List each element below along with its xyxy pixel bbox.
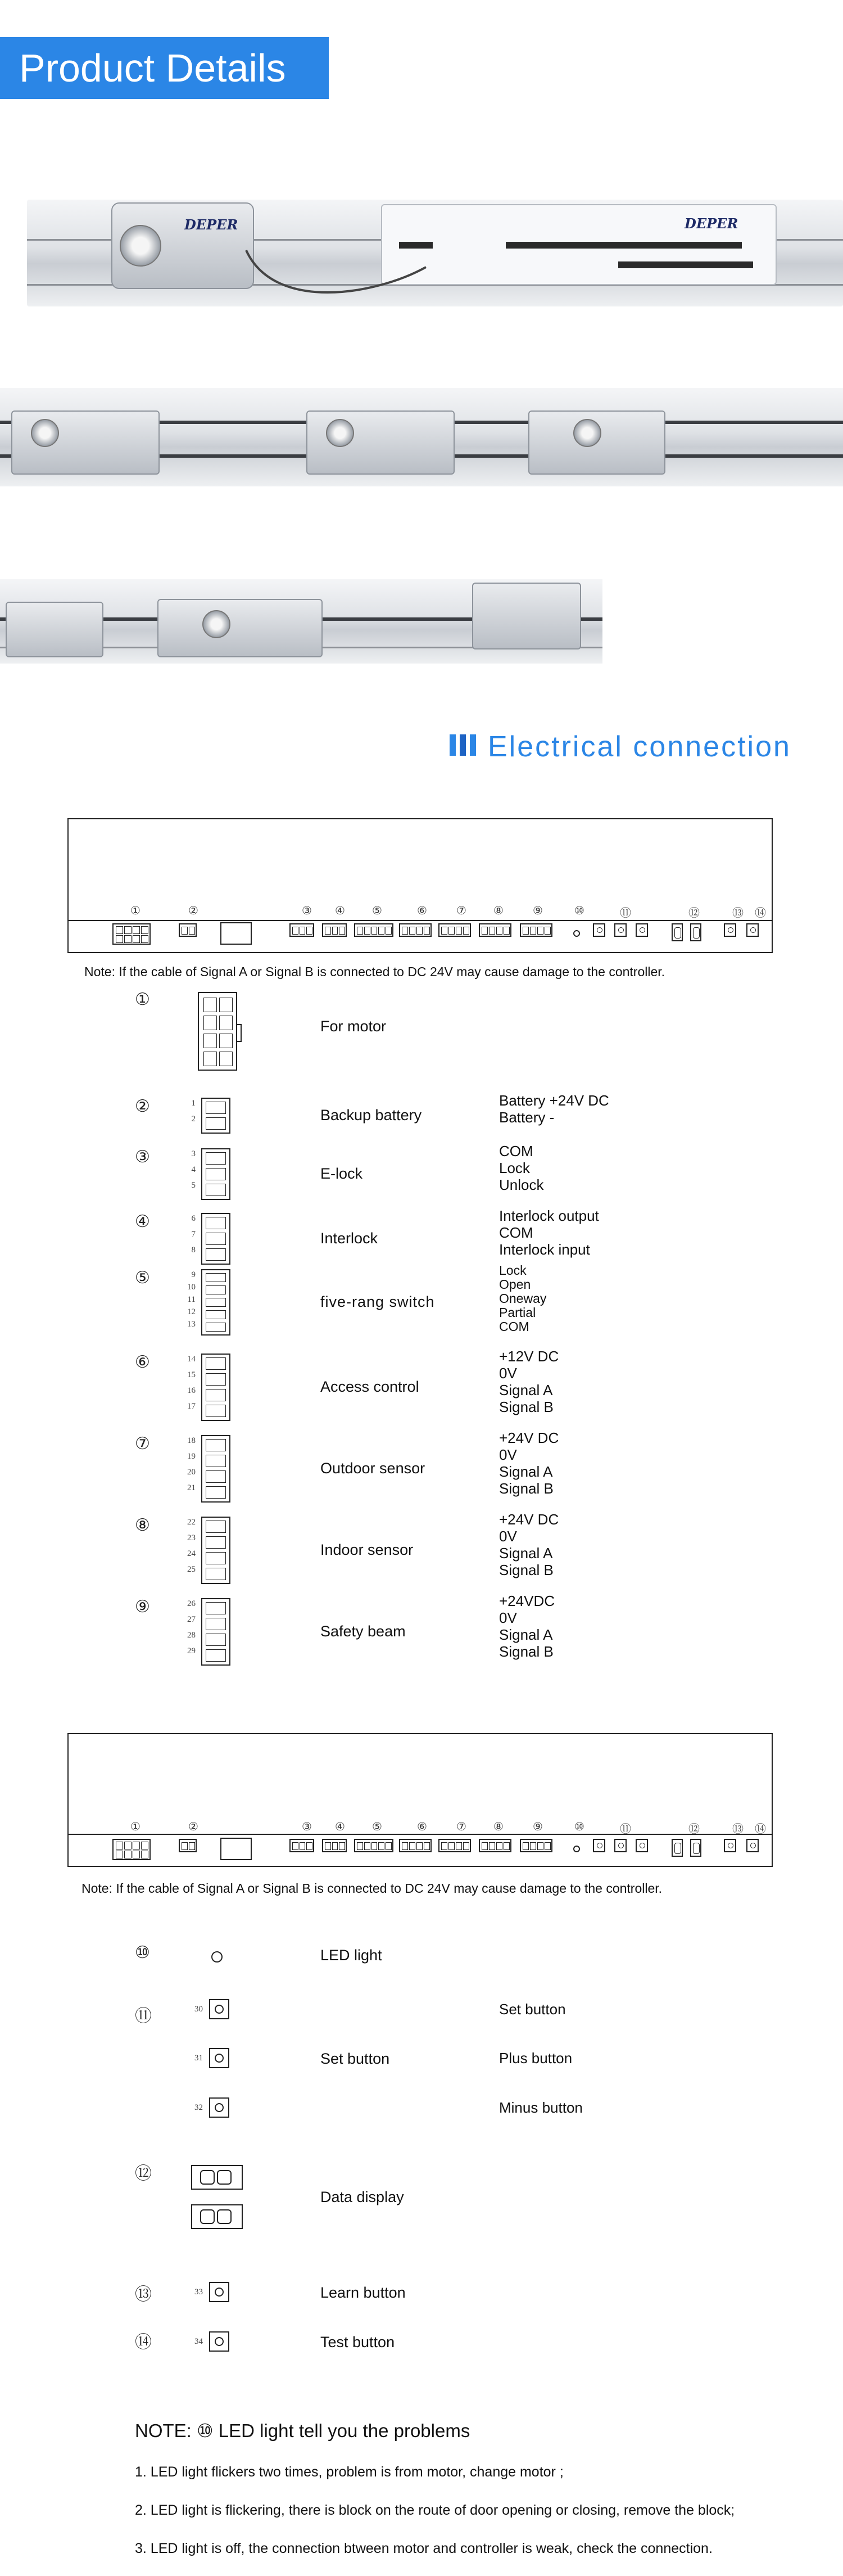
pin-number: 24 — [187, 1549, 196, 1558]
board-terminal — [179, 1839, 197, 1852]
board-terminal — [438, 1839, 471, 1852]
board-connector-number: ⑫ — [688, 907, 700, 919]
board-terminal — [690, 1839, 701, 1857]
connector-pin-descriptions — [499, 1264, 546, 1334]
connector-number: ② — [135, 1097, 150, 1116]
connector-pin-descriptions — [499, 1592, 555, 1660]
board-connector-number: ⑤ — [372, 1821, 382, 1833]
led-light-icon — [211, 1951, 223, 1963]
pin-number: 33 — [194, 2288, 203, 2297]
pin-description: Interlock output — [499, 1207, 599, 1224]
board-connector-number: ⑬ — [732, 1823, 744, 1835]
connector-label: Outdoor sensor — [320, 1460, 425, 1477]
pin-number: 15 — [187, 1370, 196, 1379]
board-connector-number: ③ — [302, 905, 312, 917]
pin-description: +24V DC — [499, 1429, 559, 1446]
board-connector-number: ② — [188, 905, 198, 917]
item-label: Data display — [320, 2189, 404, 2205]
board-connector-number: ⑦ — [456, 1821, 466, 1833]
pin-description: +24VDC — [499, 1592, 555, 1609]
pin-number: 21 — [187, 1483, 196, 1492]
connector-number: ⑥ — [135, 1353, 150, 1372]
connector-pin-descriptions — [499, 1429, 559, 1497]
connector-label: Safety beam — [320, 1623, 406, 1640]
board-connector-number: ⑧ — [493, 1821, 504, 1833]
board-connector-number: ④ — [335, 1821, 345, 1833]
motor-connector-icon — [198, 992, 237, 1071]
brand-logo: DEPER — [685, 215, 738, 232]
end-stopper — [472, 583, 581, 649]
item-number: ⑭ — [135, 2333, 152, 2352]
pin-number: 12 — [187, 1307, 196, 1316]
pin-number: 19 — [187, 1452, 196, 1461]
roller-wheel-icon — [202, 610, 230, 638]
board-connector-number: ④ — [335, 905, 345, 917]
pin-description: Interlock input — [499, 1241, 590, 1258]
button-desc: Minus button — [499, 2099, 583, 2116]
connector-label: Backup battery — [320, 1107, 422, 1124]
product-photo-carriages — [0, 388, 843, 486]
pin-number: 30 — [194, 2005, 203, 2014]
led-note-title: NOTE: ⑩ LED light tell you the problems — [135, 2420, 470, 2441]
board-terminal — [636, 1839, 648, 1852]
product-photo-motor-controller — [27, 200, 843, 306]
connector-number: ⑤ — [135, 1269, 150, 1287]
board-terminal — [636, 923, 648, 937]
board-connector-number: ⑪ — [620, 1823, 631, 1835]
board-terminal — [289, 1839, 314, 1852]
connector-pin-descriptions — [499, 1143, 543, 1193]
pin-number: 16 — [187, 1386, 196, 1395]
board-terminal — [479, 1839, 511, 1852]
terminal-connector-icon — [201, 1354, 230, 1421]
item-number: ⑫ — [135, 2164, 152, 2183]
board-connector-number: ⑭ — [755, 1823, 766, 1835]
pin-description: 0V — [499, 1446, 517, 1463]
board-terminal — [672, 1839, 683, 1857]
pin-description: Lock — [499, 1263, 527, 1278]
board-terminal — [724, 923, 736, 937]
board-connector-number: ① — [130, 1821, 140, 1833]
page-title-banner — [0, 37, 329, 99]
board-connector-number: ② — [188, 1821, 198, 1833]
pin-description: 0V — [499, 1609, 517, 1626]
pin-number: 9 — [191, 1270, 196, 1279]
board-connector-number: ⑥ — [417, 905, 427, 917]
board-terminal — [573, 1846, 580, 1852]
item-label: LED light — [320, 1947, 382, 1964]
item-label: Set button — [320, 2050, 390, 2067]
pin-description: COM — [499, 1319, 529, 1334]
pin-description: Signal B — [499, 1398, 554, 1415]
board-terminal — [746, 923, 759, 937]
board-connector-number: ⑬ — [732, 907, 744, 919]
board-connector-number: ⑩ — [574, 905, 584, 917]
pin-number: 11 — [187, 1295, 196, 1304]
roller-wheel-icon — [326, 419, 354, 447]
board-terminal — [690, 923, 701, 941]
pin-number: 10 — [187, 1283, 196, 1292]
pin-description: Lock — [499, 1160, 530, 1176]
connector-label: five-rang switch — [320, 1293, 435, 1310]
connector-number: ⑧ — [135, 1516, 150, 1535]
section-bars-icon — [450, 734, 477, 756]
pin-number: 28 — [187, 1631, 196, 1640]
pin-description: 0V — [499, 1528, 517, 1545]
test-button-icon — [209, 2331, 229, 2352]
roller-wheel-icon — [573, 419, 601, 447]
board-connector-number: ① — [130, 905, 140, 917]
pin-description: Open — [499, 1277, 531, 1292]
item-label: Test button — [320, 2334, 395, 2351]
board-terminal — [746, 1839, 759, 1852]
terminal-connector-icon — [201, 1598, 230, 1666]
pin-number: 34 — [194, 2337, 203, 2346]
item-number: ⑪ — [135, 2007, 152, 2025]
hanger-carriage — [306, 410, 455, 475]
pin-number: 5 — [191, 1181, 196, 1190]
product-photo-rail-end — [0, 579, 602, 664]
board-connector-number: ⑤ — [372, 905, 382, 917]
connector-label: Interlock — [320, 1230, 378, 1247]
pin-number: 1 — [191, 1099, 196, 1108]
pin-number: 6 — [191, 1214, 196, 1223]
pin-description: Signal A — [499, 1545, 553, 1562]
board-terminal — [354, 923, 393, 937]
learn-button-icon — [209, 2282, 229, 2302]
led-note-line: 1. LED light flickers two times, problem is from motor, change motor ; — [135, 2464, 564, 2480]
pin-description: Signal B — [499, 1480, 554, 1497]
board-terminal — [289, 923, 314, 937]
terminal-connector-icon — [201, 1517, 230, 1584]
board-connector-number: ⑭ — [755, 907, 766, 919]
pin-description: Unlock — [499, 1176, 544, 1193]
pin-number: 13 — [187, 1320, 196, 1329]
connector-pin-descriptions — [499, 1511, 559, 1578]
board-terminal — [179, 923, 197, 937]
pin-number: 3 — [191, 1149, 196, 1158]
pin-number: 18 — [187, 1436, 196, 1445]
board-connector-number: ⑪ — [620, 907, 631, 919]
section-title: Electrical connection — [488, 730, 791, 763]
brand-logo: DEPER — [184, 216, 238, 233]
board-terminal — [479, 923, 511, 937]
pin-number: 14 — [187, 1355, 196, 1364]
board-terminal — [399, 1839, 432, 1852]
board-terminal — [399, 923, 432, 937]
terminal-connector-icon — [201, 1269, 230, 1336]
minus-button-icon — [209, 2097, 229, 2118]
board-connector-number: ⑥ — [417, 1821, 427, 1833]
pin-description: Signal A — [499, 1382, 553, 1398]
pin-description: Signal B — [499, 1643, 554, 1660]
motor-cable — [241, 245, 432, 306]
board-terminal — [593, 923, 605, 937]
hanger-carriage — [11, 410, 160, 475]
pin-number: 22 — [187, 1518, 196, 1527]
pin-description: Oneway — [499, 1291, 547, 1306]
connector-label: E-lock — [320, 1165, 363, 1182]
board-terminal — [520, 923, 552, 937]
item-label: Learn button — [320, 2284, 406, 2301]
led-note-line: 2. LED light is flickering, there is block on the route of door opening or closing, remove the block; — [135, 2502, 735, 2518]
board-terminal — [614, 923, 627, 937]
page-title: Product Details — [19, 46, 286, 90]
pin-number: 31 — [194, 2054, 203, 2063]
connector-number: ④ — [135, 1212, 150, 1231]
data-display-icon — [191, 2204, 243, 2229]
pin-description: +12V DC — [499, 1348, 559, 1365]
led-note-line: 3. LED light is off, the connection btween motor and controller is weak, check the connection. — [135, 2541, 713, 2556]
board-terminal — [354, 1839, 393, 1852]
board-connector-number: ⑧ — [493, 905, 504, 917]
pin-number: 20 — [187, 1468, 196, 1477]
connector-number: ③ — [135, 1148, 150, 1166]
board-connector-number: ⑦ — [456, 905, 466, 917]
pin-number: 17 — [187, 1402, 196, 1411]
board-terminal — [614, 1839, 627, 1852]
connector-label: Access control — [320, 1378, 419, 1395]
terminal-connector-icon — [201, 1098, 230, 1134]
item-number: ⑩ — [135, 1943, 150, 1962]
pin-number: 29 — [187, 1646, 196, 1655]
connector-label: For motor — [320, 1018, 387, 1035]
board-terminal — [593, 1839, 605, 1852]
pin-description: Signal B — [499, 1562, 554, 1578]
pin-number: 32 — [194, 2103, 203, 2112]
pin-description: Battery - — [499, 1109, 555, 1126]
hanger-carriage — [6, 602, 103, 657]
board-terminal — [220, 1838, 252, 1860]
warning-note: Note: If the cable of Signal A or Signal B is connected to DC 24V may cause damage to the controller. — [84, 964, 665, 979]
board-connector-number: ③ — [302, 1821, 312, 1833]
hanger-carriage — [157, 599, 323, 657]
board-terminal — [520, 1839, 552, 1852]
button-desc: Set button — [499, 2001, 566, 2018]
pin-number: 26 — [187, 1599, 196, 1608]
terminal-connector-icon — [201, 1148, 230, 1200]
board-terminal — [438, 923, 471, 937]
connector-number: ① — [135, 990, 150, 1009]
connector-number: ⑨ — [135, 1598, 150, 1616]
board-terminal — [220, 922, 252, 945]
pin-description: Signal A — [499, 1626, 553, 1643]
board-terminal — [112, 923, 151, 945]
pin-number: 27 — [187, 1615, 196, 1624]
plus-button-icon — [209, 2048, 229, 2068]
item-number: ⑬ — [135, 2285, 152, 2304]
pin-number: 4 — [191, 1165, 196, 1174]
connector-pin-descriptions — [499, 1207, 599, 1258]
connector-pin-descriptions — [499, 1348, 559, 1415]
warning-note: Note: If the cable of Signal A or Signal B is connected to DC 24V may cause damage to the controller. — [81, 1881, 663, 1896]
connector-number: ⑦ — [135, 1434, 150, 1453]
pin-description: +24V DC — [499, 1511, 559, 1528]
set-button-icon — [209, 1999, 229, 2019]
pin-description: COM — [499, 1143, 533, 1160]
pin-description: COM — [499, 1224, 533, 1241]
motor-pulley-icon — [120, 225, 161, 267]
roller-wheel-icon — [31, 419, 59, 447]
terminal-connector-icon — [201, 1435, 230, 1503]
board-connector-number: ⑨ — [533, 905, 543, 917]
board-terminal — [322, 1839, 347, 1852]
board-terminal — [573, 930, 580, 937]
pin-number: 7 — [191, 1230, 196, 1239]
board-connector-number: ⑫ — [688, 1823, 700, 1835]
pin-description: Battery +24V DC — [499, 1092, 609, 1109]
button-desc: Plus button — [499, 2050, 573, 2067]
data-display-icon — [191, 2165, 243, 2190]
connector-pin-descriptions — [499, 1092, 609, 1126]
board-terminal — [672, 923, 683, 941]
pin-description: 0V — [499, 1365, 517, 1382]
pin-number: 23 — [187, 1533, 196, 1542]
pin-number: 2 — [191, 1115, 196, 1124]
board-connector-number: ⑨ — [533, 1821, 543, 1833]
connector-label: Indoor sensor — [320, 1541, 414, 1558]
board-terminal — [322, 923, 347, 937]
pin-description: Signal A — [499, 1463, 553, 1480]
terminal-connector-icon — [201, 1213, 230, 1265]
pin-description: Partial — [499, 1305, 536, 1320]
pin-number: 25 — [187, 1565, 196, 1574]
board-terminal — [724, 1839, 736, 1852]
board-terminal — [112, 1839, 151, 1860]
board-connector-number: ⑩ — [574, 1821, 584, 1833]
pin-number: 8 — [191, 1246, 196, 1255]
